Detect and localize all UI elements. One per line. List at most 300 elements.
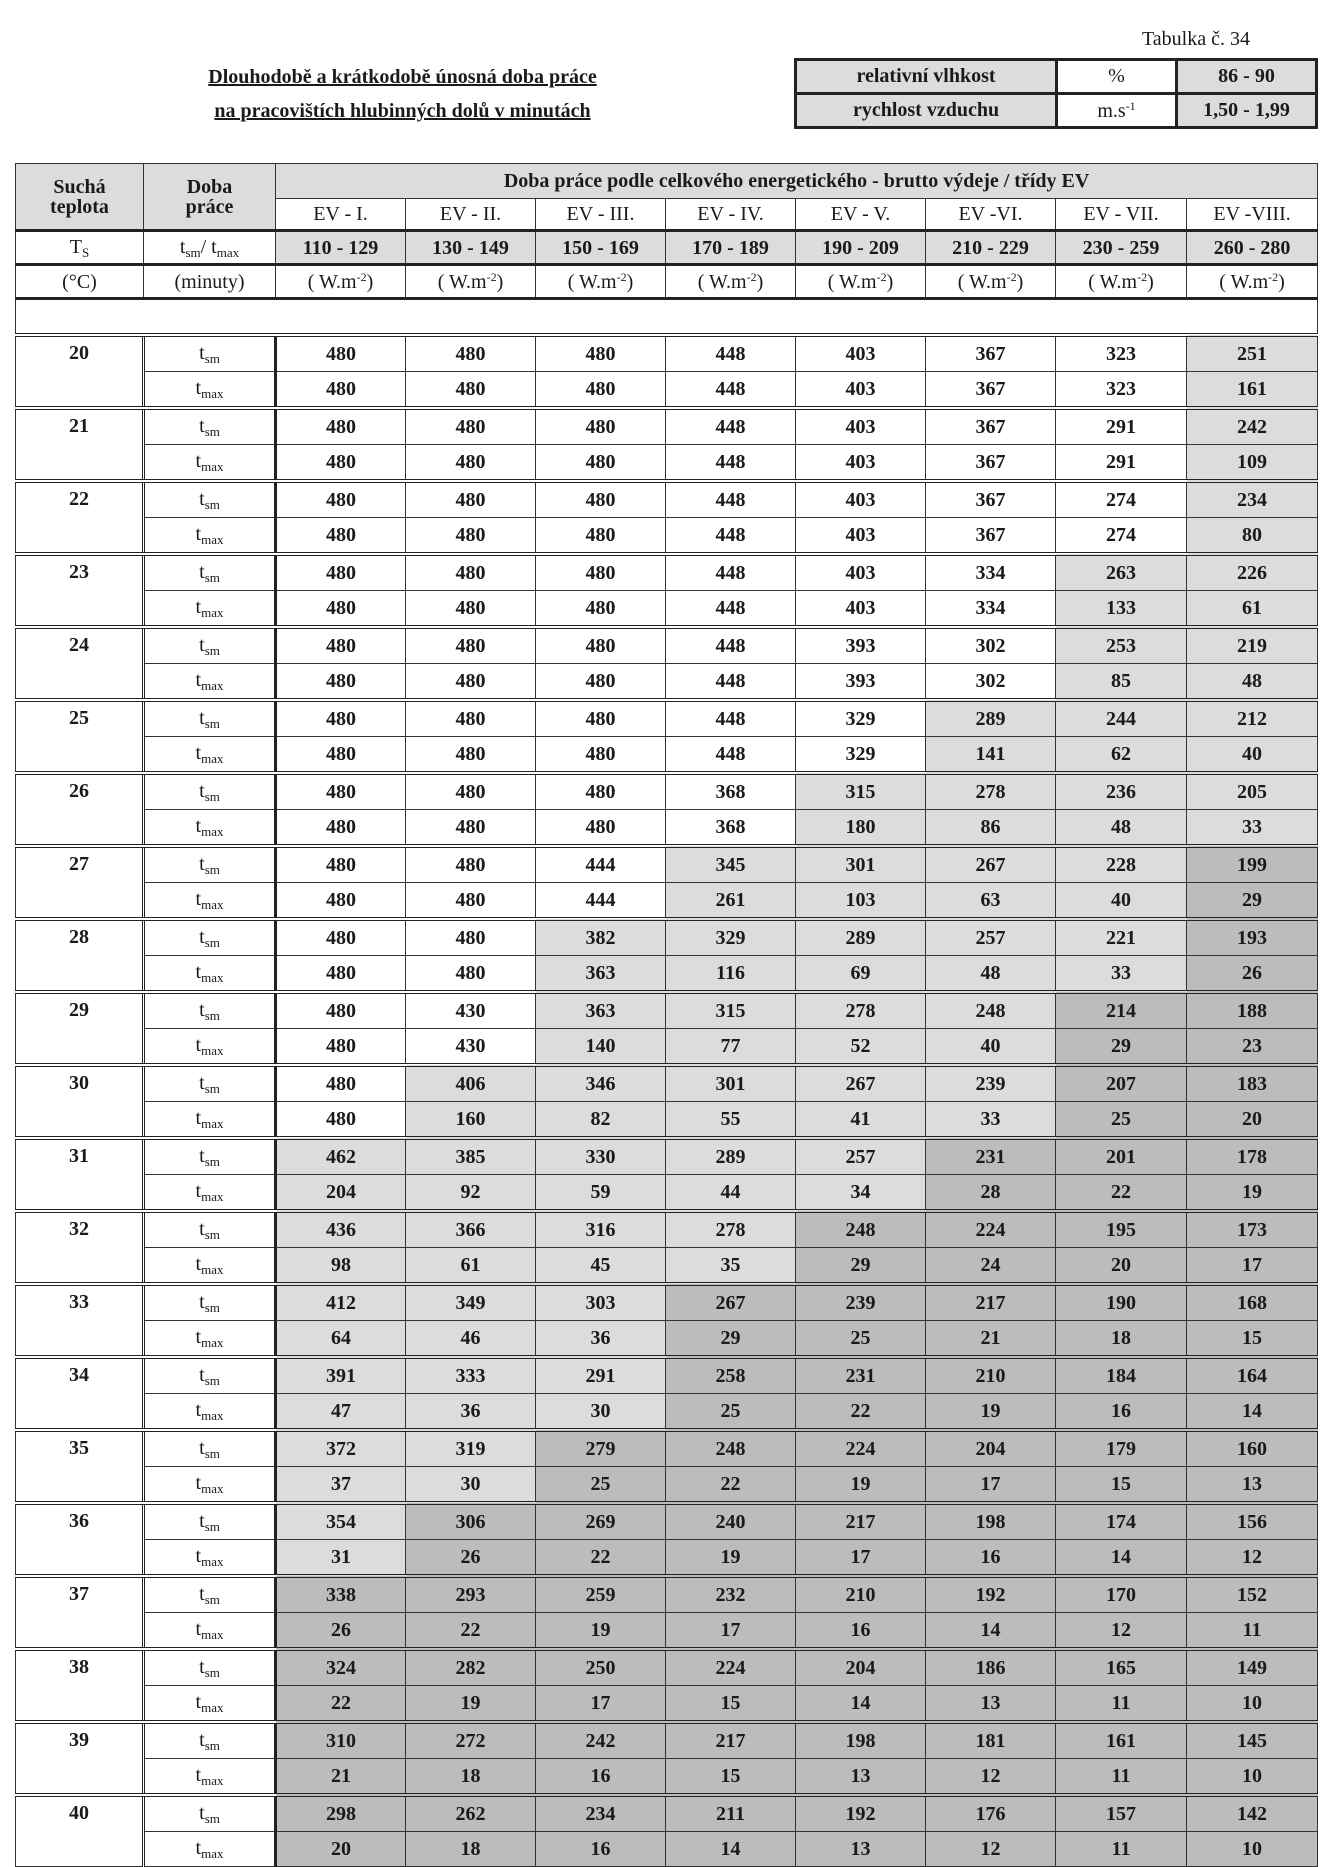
row-label-tmax — [144, 1686, 276, 1723]
value-cell: 44 — [666, 1175, 796, 1212]
unit-w-exp: -2 — [1006, 270, 1017, 284]
value-cell: 480 — [406, 481, 536, 518]
value-cell: 29 — [796, 1248, 926, 1285]
table-row-25-tsm — [16, 700, 1318, 737]
value-cell: 14 — [666, 1832, 796, 1867]
sm: sm — [204, 1081, 220, 1096]
t: t — [179, 235, 186, 258]
value-cell: 329 — [666, 919, 796, 956]
value-cell: 198 — [926, 1503, 1056, 1540]
value-cell: 382 — [536, 919, 666, 956]
t: t — [195, 1545, 202, 1567]
value-cell: 448 — [666, 554, 796, 591]
table-row-20-tmax — [16, 372, 1318, 409]
value-cell: 170 — [1056, 1576, 1187, 1613]
value-cell: 21 — [926, 1321, 1056, 1358]
value-cell: 199 — [1187, 846, 1318, 883]
value-cell: 393 — [796, 627, 926, 664]
value-cell: 19 — [666, 1540, 796, 1577]
value-cell: 480 — [536, 445, 666, 482]
value-cell: 14 — [796, 1686, 926, 1723]
value-cell: 161 — [1187, 372, 1318, 409]
air-unit-exp: -1 — [1125, 98, 1136, 113]
work-time-header-l1: Doba — [186, 175, 233, 198]
unit-w-close: ) — [1147, 271, 1154, 293]
sm: sm — [204, 497, 220, 512]
unit-w-m2 — [536, 265, 666, 299]
value-cell: 35 — [666, 1248, 796, 1285]
value-cell: 480 — [276, 1029, 406, 1066]
row-label-tmax — [144, 445, 276, 482]
value-cell: 21 — [276, 1759, 406, 1796]
max: max — [216, 244, 240, 260]
table-row-40-tmax — [16, 1832, 1318, 1867]
value-cell: 480 — [406, 335, 536, 372]
t: t — [199, 561, 205, 583]
value-cell: 20 — [276, 1832, 406, 1867]
t: t — [195, 1253, 202, 1275]
t: t — [199, 1729, 205, 1751]
unit-w-m2 — [796, 265, 926, 299]
unit-w-m2 — [926, 265, 1056, 299]
unit-w-exp: -2 — [616, 270, 627, 284]
t: t — [195, 1107, 202, 1129]
t: t — [199, 1072, 205, 1094]
table-row-39-tsm — [16, 1722, 1318, 1759]
value-cell: 17 — [926, 1467, 1056, 1504]
value-cell: 180 — [796, 810, 926, 847]
dry-temperature: 20 — [16, 335, 144, 408]
value-cell: 152 — [1187, 1576, 1318, 1613]
spacer-cell — [16, 299, 1318, 336]
value-cell: 480 — [406, 408, 536, 445]
max: max — [201, 1773, 224, 1788]
value-cell: 480 — [536, 773, 666, 810]
value-cell: 16 — [796, 1613, 926, 1650]
unit-w: ( W.m — [827, 271, 877, 293]
value-cell: 224 — [926, 1211, 1056, 1248]
value-cell: 403 — [796, 591, 926, 628]
table-row-22-tmax — [16, 518, 1318, 555]
value-cell: 301 — [666, 1065, 796, 1102]
value-cell: 16 — [926, 1540, 1056, 1577]
value-cell: 207 — [1056, 1065, 1187, 1102]
max: max — [201, 1043, 224, 1058]
value-cell: 480 — [276, 372, 406, 409]
dry-temperature: 39 — [16, 1722, 144, 1795]
dry-temperature: 25 — [16, 700, 144, 773]
unit-w-close: ) — [886, 271, 894, 293]
t: t — [199, 634, 205, 656]
value-cell: 334 — [926, 554, 1056, 591]
value-cell: 257 — [796, 1138, 926, 1175]
units-row — [16, 265, 1318, 299]
value-cell: 231 — [926, 1138, 1056, 1175]
unit-w-close: ) — [1016, 271, 1024, 293]
dry-temperature: 24 — [16, 627, 144, 700]
value-cell: 201 — [1056, 1138, 1187, 1175]
value-cell: 15 — [1056, 1467, 1187, 1504]
value-cell: 13 — [796, 1759, 926, 1796]
t: t — [199, 342, 205, 364]
value-cell: 279 — [536, 1430, 666, 1467]
row-label-tsm — [144, 408, 276, 445]
value-cell: 181 — [926, 1722, 1056, 1759]
value-cell: 448 — [666, 627, 796, 664]
value-cell: 226 — [1187, 554, 1318, 591]
ev-class-label: EV - V. — [796, 199, 926, 231]
value-cell: 48 — [1056, 810, 1187, 847]
t: t — [199, 1437, 205, 1459]
value-cell: 239 — [796, 1284, 926, 1321]
table-row-21-tsm — [16, 408, 1318, 445]
humidity-row — [796, 60, 1317, 94]
value-cell: 210 — [796, 1576, 926, 1613]
sm: sm — [204, 1519, 220, 1534]
value-cell: 274 — [1056, 518, 1187, 555]
value-cell: 480 — [276, 1065, 406, 1102]
value-cell: 26 — [1187, 956, 1318, 993]
value-cell: 25 — [666, 1394, 796, 1431]
value-cell: 240 — [666, 1503, 796, 1540]
unit-w-exp: -2 — [876, 270, 887, 284]
value-cell: 26 — [276, 1613, 406, 1650]
row-label-tsm — [144, 1357, 276, 1394]
unit-w: ( W.m — [307, 271, 357, 293]
value-cell: 11 — [1187, 1613, 1318, 1650]
row-label-tmax — [144, 1759, 276, 1796]
value-cell: 306 — [406, 1503, 536, 1540]
value-cell: 480 — [406, 883, 536, 920]
value-cell: 48 — [1187, 664, 1318, 701]
t: t — [195, 1472, 202, 1494]
value-cell: 403 — [796, 481, 926, 518]
value-cell: 15 — [666, 1759, 796, 1796]
value-cell: 367 — [926, 518, 1056, 555]
value-cell: 217 — [926, 1284, 1056, 1321]
value-cell: 480 — [406, 518, 536, 555]
row-label-tsm — [144, 627, 276, 664]
value-cell: 430 — [406, 992, 536, 1029]
unit-w-exp: -2 — [486, 270, 497, 284]
row-label-tsm — [144, 1284, 276, 1321]
table-row-35-tsm — [16, 1430, 1318, 1467]
value-cell: 448 — [666, 591, 796, 628]
sm: sm — [204, 1811, 220, 1826]
value-cell: 80 — [1187, 518, 1318, 555]
value-cell: 142 — [1187, 1795, 1318, 1832]
row-label-tmax — [144, 883, 276, 920]
value-cell: 156 — [1187, 1503, 1318, 1540]
value-cell: 40 — [926, 1029, 1056, 1066]
table-row-31-tmax — [16, 1175, 1318, 1212]
value-cell: 448 — [666, 518, 796, 555]
value-cell: 22 — [406, 1613, 536, 1650]
value-cell: 301 — [796, 846, 926, 883]
value-cell: 269 — [536, 1503, 666, 1540]
row-label-tsm — [144, 919, 276, 956]
value-cell: 26 — [406, 1540, 536, 1577]
value-cell: 61 — [406, 1248, 536, 1285]
dry-temperature: 23 — [16, 554, 144, 627]
t: t — [195, 1837, 202, 1859]
value-cell: 444 — [536, 846, 666, 883]
value-cell: 14 — [926, 1613, 1056, 1650]
unit-w: ( W.m — [1088, 271, 1138, 293]
max: max — [201, 386, 224, 401]
table-row-39-tmax — [16, 1759, 1318, 1796]
t: t — [199, 780, 205, 802]
ev-range-row — [16, 231, 1318, 265]
value-cell: 480 — [276, 445, 406, 482]
row-label-tsm — [144, 1503, 276, 1540]
value-cell: 12 — [1056, 1613, 1187, 1650]
row-label-tmax — [144, 372, 276, 409]
row-label-tmax — [144, 1832, 276, 1867]
t: t — [195, 377, 202, 399]
value-cell: 282 — [406, 1649, 536, 1686]
ev-class-label: EV - VII. — [1056, 199, 1187, 231]
value-cell: 28 — [926, 1175, 1056, 1212]
ev-class-label: EV -VIII. — [1187, 199, 1318, 231]
work-time-table — [15, 163, 1318, 1867]
value-cell: 22 — [536, 1540, 666, 1577]
value-cell: 36 — [536, 1321, 666, 1358]
row-label-tmax — [144, 1248, 276, 1285]
value-cell: 11 — [1056, 1759, 1187, 1796]
value-cell: 391 — [276, 1357, 406, 1394]
value-cell: 480 — [406, 591, 536, 628]
value-cell: 231 — [796, 1357, 926, 1394]
ts-symbol — [16, 231, 144, 265]
row-label-tmax — [144, 956, 276, 993]
value-cell: 17 — [536, 1686, 666, 1723]
dry-temperature: 21 — [16, 408, 144, 481]
value-cell: 480 — [536, 737, 666, 774]
table-row-30-tsm — [16, 1065, 1318, 1102]
value-cell: 12 — [926, 1832, 1056, 1867]
unit-w-close: ) — [1278, 271, 1285, 293]
value-cell: 228 — [1056, 846, 1187, 883]
value-cell: 10 — [1187, 1832, 1318, 1867]
row-label-tmax — [144, 1029, 276, 1066]
value-cell: 59 — [536, 1175, 666, 1212]
ev-range: 230 - 259 — [1056, 231, 1187, 265]
t: t — [199, 853, 205, 875]
value-cell: 289 — [666, 1138, 796, 1175]
value-cell: 480 — [536, 664, 666, 701]
value-cell: 480 — [276, 627, 406, 664]
row-label-tmax — [144, 591, 276, 628]
value-cell: 193 — [1187, 919, 1318, 956]
max: max — [201, 1116, 224, 1131]
value-cell: 330 — [536, 1138, 666, 1175]
value-cell: 47 — [276, 1394, 406, 1431]
ev-class-label: EV -VI. — [926, 199, 1056, 231]
dry-temperature: 31 — [16, 1138, 144, 1211]
table-row-29-tsm — [16, 992, 1318, 1029]
t: t — [199, 1802, 205, 1824]
value-cell: 140 — [536, 1029, 666, 1066]
table-row-29-tmax — [16, 1029, 1318, 1066]
value-cell: 14 — [1187, 1394, 1318, 1431]
value-cell: 82 — [536, 1102, 666, 1139]
max: max — [201, 1262, 224, 1277]
dry-temperature: 27 — [16, 846, 144, 919]
value-cell: 164 — [1187, 1357, 1318, 1394]
max: max — [201, 1408, 224, 1423]
value-cell: 393 — [796, 664, 926, 701]
table-row-28-tmax — [16, 956, 1318, 993]
value-cell: 291 — [1056, 445, 1187, 482]
row-label-tsm — [144, 335, 276, 372]
table-row-37-tmax — [16, 1613, 1318, 1650]
value-cell: 19 — [926, 1394, 1056, 1431]
value-cell: 18 — [406, 1832, 536, 1867]
value-cell: 448 — [666, 445, 796, 482]
value-cell: 61 — [1187, 591, 1318, 628]
value-cell: 40 — [1187, 737, 1318, 774]
sm: sm — [204, 789, 220, 804]
dry-temperature: 22 — [16, 481, 144, 554]
value-cell: 23 — [1187, 1029, 1318, 1066]
value-cell: 248 — [666, 1430, 796, 1467]
value-cell: 160 — [406, 1102, 536, 1139]
value-cell: 480 — [406, 372, 536, 409]
value-cell: 480 — [406, 445, 536, 482]
value-cell: 168 — [1187, 1284, 1318, 1321]
value-cell: 160 — [1187, 1430, 1318, 1467]
value-cell: 480 — [276, 883, 406, 920]
value-cell: 45 — [536, 1248, 666, 1285]
unit-w: ( W.m — [697, 271, 747, 293]
sm: sm — [204, 424, 220, 439]
value-cell: 436 — [276, 1211, 406, 1248]
table-row-38-tmax — [16, 1686, 1318, 1723]
value-cell: 157 — [1056, 1795, 1187, 1832]
table-row-31-tsm — [16, 1138, 1318, 1175]
value-cell: 86 — [926, 810, 1056, 847]
table-row-34-tmax — [16, 1394, 1318, 1431]
t: t — [195, 742, 202, 764]
value-cell: 63 — [926, 883, 1056, 920]
t: t — [199, 415, 205, 437]
row-label-tmax — [144, 1102, 276, 1139]
max: max — [201, 1481, 224, 1496]
sm: sm — [204, 1592, 220, 1607]
value-cell: 20 — [1056, 1248, 1187, 1285]
value-cell: 289 — [926, 700, 1056, 737]
t: t — [195, 596, 202, 618]
value-cell: 480 — [536, 554, 666, 591]
value-cell: 40 — [1056, 883, 1187, 920]
value-cell: 221 — [1056, 919, 1187, 956]
value-cell: 298 — [276, 1795, 406, 1832]
value-cell: 345 — [666, 846, 796, 883]
value-cell: 22 — [796, 1394, 926, 1431]
ev-range: 210 - 229 — [926, 231, 1056, 265]
dry-temperature: 35 — [16, 1430, 144, 1503]
row-label-tmax — [144, 737, 276, 774]
sm: sm — [204, 1446, 220, 1461]
value-cell: 346 — [536, 1065, 666, 1102]
table-row-32-tsm — [16, 1211, 1318, 1248]
sm: sm — [204, 716, 220, 731]
value-cell: 25 — [536, 1467, 666, 1504]
value-cell: 10 — [1187, 1686, 1318, 1723]
table-row-26-tsm — [16, 773, 1318, 810]
t: t — [195, 961, 202, 983]
row-label-tsm — [144, 1065, 276, 1102]
value-cell: 480 — [406, 554, 536, 591]
value-cell: 98 — [276, 1248, 406, 1285]
sm: sm — [204, 935, 220, 950]
value-cell: 480 — [406, 773, 536, 810]
unit-w-m2 — [1056, 265, 1187, 299]
unit-w-exp: -2 — [746, 270, 757, 284]
value-cell: 19 — [1187, 1175, 1318, 1212]
value-cell: 186 — [926, 1649, 1056, 1686]
row-label-tsm — [144, 1211, 276, 1248]
value-cell: 363 — [536, 956, 666, 993]
header-row-1 — [16, 164, 1318, 199]
sm: sm — [204, 1373, 220, 1388]
sm: sm — [204, 351, 220, 366]
value-cell: 13 — [1187, 1467, 1318, 1504]
value-cell: 480 — [276, 335, 406, 372]
title-line-1: Dlouhodobě a krátkodobě únosná doba práce — [208, 66, 597, 88]
table-row-35-tmax — [16, 1467, 1318, 1504]
value-cell: 116 — [666, 956, 796, 993]
value-cell: 349 — [406, 1284, 536, 1321]
t: t — [199, 1583, 205, 1605]
unit-w-m2 — [666, 265, 796, 299]
value-cell: 403 — [796, 518, 926, 555]
ev-range: 260 - 280 — [1187, 231, 1318, 265]
value-cell: 274 — [1056, 481, 1187, 518]
value-cell: 212 — [1187, 700, 1318, 737]
ev-range: 190 - 209 — [796, 231, 926, 265]
unit-w: ( W.m — [567, 271, 617, 293]
energy-class-span-header: Doba práce podle celkového energetického - brutto výdeje / třídy EV — [276, 164, 1318, 199]
dry-temperature: 26 — [16, 773, 144, 846]
row-label-tsm — [144, 1138, 276, 1175]
value-cell: 19 — [536, 1613, 666, 1650]
humidity-unit: % — [1057, 60, 1177, 94]
value-cell: 278 — [926, 773, 1056, 810]
table-row-37-tsm — [16, 1576, 1318, 1613]
value-cell: 36 — [406, 1394, 536, 1431]
value-cell: 204 — [796, 1649, 926, 1686]
value-cell: 34 — [796, 1175, 926, 1212]
table-row-40-tsm — [16, 1795, 1318, 1832]
dry-temperature: 33 — [16, 1284, 144, 1357]
row-label-tsm — [144, 1576, 276, 1613]
max: max — [201, 824, 224, 839]
value-cell: 480 — [536, 408, 666, 445]
value-cell: 480 — [406, 846, 536, 883]
value-cell: 480 — [276, 1102, 406, 1139]
value-cell: 30 — [536, 1394, 666, 1431]
value-cell: 480 — [276, 554, 406, 591]
value-cell: 179 — [1056, 1430, 1187, 1467]
sm: sm — [204, 1665, 220, 1680]
value-cell: 41 — [796, 1102, 926, 1139]
value-cell: 10 — [1187, 1759, 1318, 1796]
value-cell: 334 — [926, 591, 1056, 628]
ev-range: 130 - 149 — [406, 231, 536, 265]
value-cell: 11 — [1056, 1832, 1187, 1867]
